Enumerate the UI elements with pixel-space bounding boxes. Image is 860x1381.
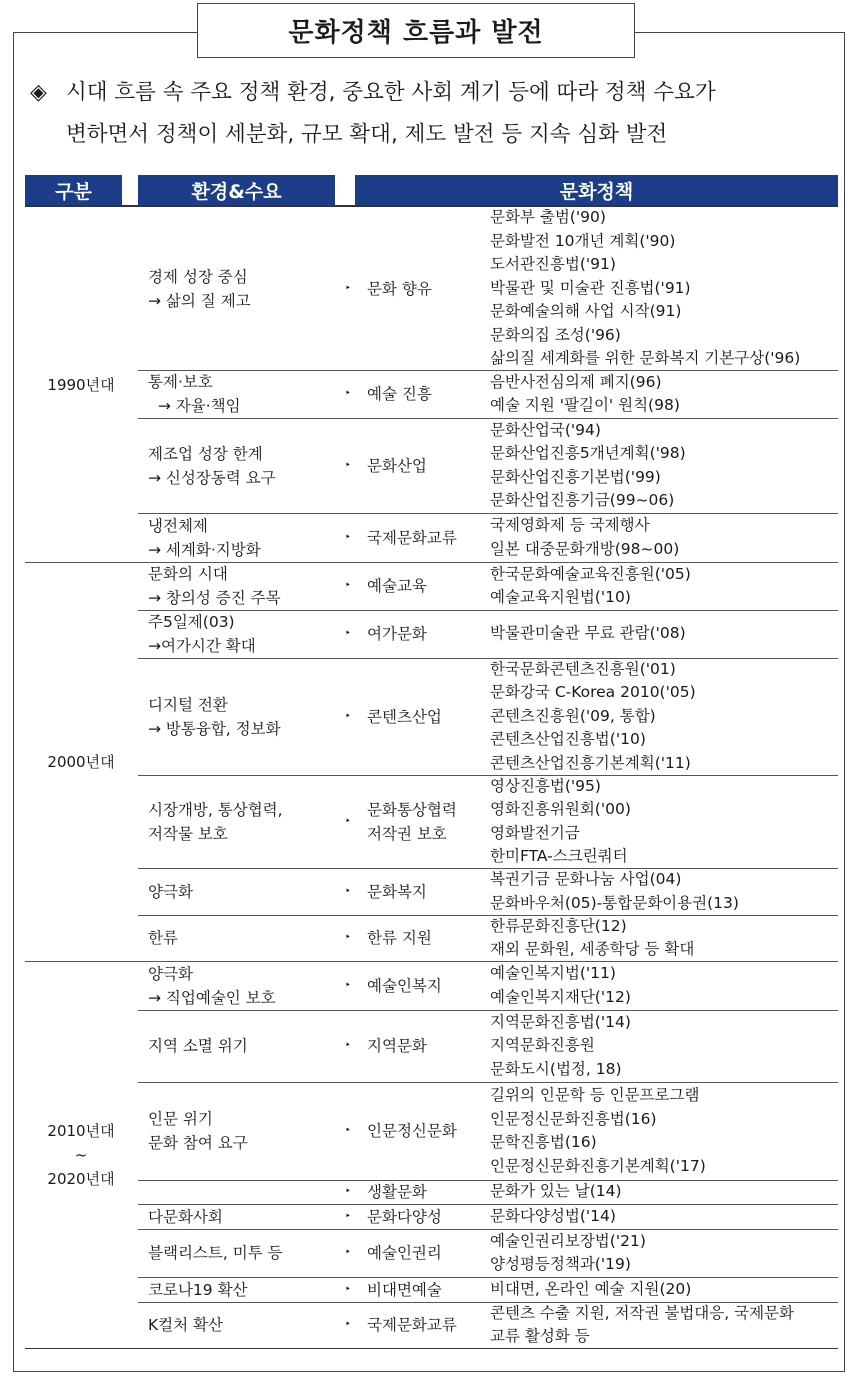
category-label (367, 454, 427, 478)
category-cell (345, 610, 487, 658)
policy-item: 비대면, 온라인 예술 지원(20) (490, 1279, 692, 1298)
triangle-bullet-icon: ‣ (345, 710, 351, 722)
env-cell (148, 658, 338, 775)
env-cell (148, 915, 338, 961)
policy-item: 문화산업국('94) (490, 420, 601, 439)
env-line: 양극화 (148, 964, 193, 983)
env-line: 인문 위기 (148, 1110, 213, 1128)
page-title: 문화정책 흐름과 발전 (197, 3, 635, 58)
category-cell (345, 868, 487, 915)
policy-item: 길위의 인문학 등 인문프로그램 (490, 1086, 700, 1104)
policy-item: 문화가 있는 날(14) (490, 1182, 622, 1201)
env-line: → 방통융합, 정보화 (148, 719, 281, 738)
era-line: 2000년대 (47, 752, 115, 771)
category-label (367, 526, 457, 550)
category-line: 국제문화교류 (367, 1316, 457, 1334)
policy-cell (490, 562, 835, 610)
category-label (367, 880, 427, 904)
row-divider (138, 1277, 838, 1278)
header-era: 구분 (25, 175, 122, 205)
category-line: 문화다양성 (367, 1207, 442, 1226)
category-line: 저작권 보호 (367, 824, 447, 843)
env-line: 양극화 (148, 882, 193, 901)
policy-cell (490, 1204, 835, 1229)
category-label (367, 926, 432, 950)
policy-item: 문화도시(법정, 18) (490, 1059, 622, 1078)
category-line: 인문정신문화 (367, 1122, 457, 1140)
category-label (367, 1034, 427, 1058)
triangle-bullet-icon: ‣ (345, 1186, 351, 1197)
category-cell (345, 1010, 487, 1082)
era-label (25, 562, 137, 961)
category-cell (345, 961, 487, 1010)
intro-text (30, 72, 845, 156)
env-line: 디지털 전환 (148, 695, 228, 714)
policy-item: 국제영화제 등 국제행사 (490, 516, 650, 534)
category-label (367, 1241, 442, 1265)
policy-item: 음반사전심의제 폐지(96) (490, 372, 662, 391)
env-line: 제조업 성장 한계 (148, 444, 263, 463)
triangle-bullet-icon: ‣ (345, 388, 351, 399)
policy-item: 예술인복지법('11) (490, 964, 616, 982)
row-divider (138, 915, 838, 916)
category-cell (345, 915, 487, 961)
policy-cell (490, 610, 835, 658)
policy-item: 문화다양성법('14) (490, 1206, 616, 1225)
era-label (25, 207, 137, 562)
env-cell (148, 1277, 338, 1302)
policy-item: 한국문화예술교육진흥원('05) (490, 564, 691, 583)
policy-item: 문화의집 조성('96) (490, 325, 621, 344)
policy-item: 예술교육지원법('10) (490, 588, 631, 606)
env-line: 저작물 보호 (148, 824, 228, 843)
era-text (47, 1119, 114, 1191)
category-cell (345, 418, 487, 513)
policy-cell (490, 775, 835, 868)
era-line: 2010년대 (47, 1121, 115, 1140)
triangle-bullet-icon: ‣ (345, 580, 351, 591)
row-divider (138, 1010, 838, 1011)
category-cell (345, 1302, 487, 1348)
row-divider (138, 418, 838, 419)
triangle-bullet-icon: ‣ (345, 1319, 351, 1330)
category-cell (345, 775, 487, 868)
policy-item: 영화진흥위원회('00) (490, 800, 631, 818)
policy-item: 영상진흥법('95) (490, 776, 601, 795)
env-line: 시장개방, 통상협력, (148, 800, 283, 819)
policy-item: 한류문화진흥단(12) (490, 916, 627, 935)
policy-item: 문화부 출범('90) (490, 208, 606, 227)
policy-item: 박물관미술관 무료 관람('08) (490, 624, 686, 643)
category-line: 생활문화 (367, 1183, 427, 1201)
policy-item: 영화발전기금 (490, 823, 580, 842)
triangle-bullet-icon: ‣ (345, 1283, 351, 1295)
policy-cell (490, 418, 835, 513)
table-bottom-rule (25, 1348, 838, 1349)
env-line: → 창의성 증진 주목 (148, 589, 281, 607)
policy-item: 콘텐츠산업진흥법('10) (490, 730, 646, 749)
policy-item: 인문정신문화진흥기본계획('17) (490, 1156, 706, 1175)
policy-item: 문화강국 C-Korea 2010('05) (490, 683, 696, 702)
era-line: 1990년대 (47, 375, 115, 394)
policy-item: 문학진흥법(16) (490, 1133, 597, 1151)
row-divider (138, 868, 838, 869)
env-cell (148, 418, 338, 513)
category-line: 문화 향유 (367, 279, 432, 298)
triangle-bullet-icon: ‣ (345, 1040, 351, 1051)
env-line: → 직업예술인 보호 (148, 988, 276, 1007)
category-label (367, 1313, 457, 1337)
policy-item: 지역문화진흥원 (490, 1036, 595, 1055)
era-text (47, 750, 114, 774)
era-line: ~ (74, 1145, 88, 1164)
env-line: 코로나19 확산 (148, 1280, 248, 1299)
policy-item: 박물관 및 미술관 진흥법('91) (490, 278, 691, 297)
category-cell (345, 1180, 487, 1204)
env-cell (148, 961, 338, 1010)
category-label (367, 574, 427, 598)
policy-cell (490, 513, 835, 562)
policy-item: 예술인권리보장법('21) (490, 1231, 646, 1250)
category-cell (345, 1229, 487, 1277)
category-cell (345, 370, 487, 418)
policy-cell (490, 868, 835, 915)
category-line: 한류 지원 (367, 929, 432, 947)
env-cell (148, 610, 338, 658)
triangle-bullet-icon: ‣ (345, 885, 351, 897)
triangle-bullet-icon: ‣ (345, 1247, 351, 1258)
env-cell (148, 513, 338, 562)
env-line: 경제 성장 중심 (148, 267, 248, 286)
env-line: 통제·보호 (148, 373, 213, 391)
era-divider (25, 961, 838, 962)
row-divider (138, 658, 838, 659)
env-cell (148, 1204, 338, 1229)
category-label (367, 277, 432, 301)
row-divider (138, 1229, 838, 1230)
era-label (25, 961, 137, 1348)
env-cell (148, 1082, 338, 1180)
policy-item: 삶의질 세계화를 위한 문화복지 기본구상('96) (490, 349, 801, 368)
env-line: K컬처 확산 (148, 1316, 223, 1334)
header-policy: 문화정책 (355, 175, 838, 205)
category-line: 예술 진흥 (367, 385, 432, 403)
env-line: 주5일제(03) (148, 613, 235, 631)
triangle-bullet-icon: ‣ (345, 932, 351, 943)
policy-item: 한국문화콘텐츠진흥원('01) (490, 659, 676, 678)
row-divider (138, 610, 838, 611)
row-divider (138, 370, 838, 371)
category-line: 예술교육 (367, 577, 427, 595)
env-cell (148, 562, 338, 610)
env-line: 문화의 시대 (148, 565, 228, 583)
policy-cell (490, 915, 835, 961)
policy-item: 도서관진흥법('91) (490, 255, 616, 274)
header-env: 환경&수요 (138, 175, 335, 205)
policy-item: 인문정신문화진흥법(16) (490, 1109, 657, 1128)
env-line: 문화 참여 요구 (148, 1134, 248, 1152)
env-line: 한류 (148, 929, 178, 947)
category-cell (345, 1277, 487, 1302)
category-line: 문화산업 (367, 456, 427, 475)
category-label (367, 705, 442, 729)
row-divider (138, 1082, 838, 1083)
category-label (367, 974, 442, 998)
env-cell (148, 207, 338, 370)
env-line: → 세계화·지방화 (148, 540, 261, 559)
triangle-bullet-icon: ‣ (345, 815, 351, 827)
env-cell (148, 1010, 338, 1082)
category-line: 문화통상협력 (367, 800, 457, 819)
policy-cell (490, 658, 835, 775)
triangle-bullet-icon: ‣ (345, 628, 351, 639)
env-line: 지역 소멸 위기 (148, 1037, 248, 1055)
policy-item: 콘텐츠진흥원('09, 통합) (490, 706, 656, 725)
era-text (47, 373, 114, 397)
era-divider (25, 562, 838, 563)
category-cell (345, 513, 487, 562)
category-line: 예술인복지 (367, 976, 442, 995)
policy-item: 문화예술의해 사업 시작(91) (490, 302, 682, 321)
row-divider (138, 775, 838, 776)
policy-cell (490, 370, 835, 418)
intro-line-2: 변하면서 정책이 세분화, 규모 확대, 제도 발전 등 지속 심화 발전 (66, 122, 668, 147)
env-cell (148, 1229, 338, 1277)
policy-item: 문화산업진흥5개년계획('98) (490, 444, 686, 462)
triangle-bullet-icon: ‣ (345, 1210, 351, 1222)
policy-cell (490, 207, 835, 370)
category-cell (345, 562, 487, 610)
policy-item: 일본 대중문화개방(98~00) (490, 539, 680, 558)
category-cell (345, 207, 487, 370)
policy-cell (490, 1229, 835, 1277)
policy-item: 복권기금 문화나눔 사업(04) (490, 870, 682, 888)
policy-cell (490, 1082, 835, 1180)
category-line: 콘텐츠산업 (367, 707, 442, 726)
triangle-bullet-icon: ‣ (345, 282, 351, 294)
env-cell (148, 1180, 338, 1204)
policy-item: 문화바우처(05)-통합문화이용권(13) (490, 893, 739, 912)
category-label (367, 1180, 427, 1204)
diamond-bullet-icon: ◈ (30, 80, 47, 105)
policy-cell (490, 1302, 835, 1348)
policy-item: 한미FTA-스크린쿼터 (490, 847, 628, 865)
policy-cell (490, 1277, 835, 1302)
category-line: 지역문화 (367, 1037, 427, 1055)
policy-item: 문화발전 10개년 계획('90) (490, 231, 676, 250)
env-cell (148, 775, 338, 868)
row-divider (138, 1302, 838, 1303)
category-label (367, 622, 427, 646)
env-line: 블랙리스트, 미투 등 (148, 1244, 283, 1262)
policy-item: 문화산업진흥기본법('99) (490, 467, 661, 486)
triangle-bullet-icon: ‣ (345, 979, 351, 991)
env-cell (148, 370, 338, 418)
env-cell (148, 1302, 338, 1348)
row-divider (138, 1180, 838, 1181)
triangle-bullet-icon: ‣ (345, 531, 351, 543)
env-line: → 신성장동력 요구 (148, 468, 276, 487)
policy-item: 예술인복지재단('12) (490, 987, 631, 1006)
category-line: 문화복지 (367, 882, 427, 901)
policy-cell (490, 1180, 835, 1204)
policy-item: 지역문화진흥법('14) (490, 1012, 631, 1031)
env-line: → 자율·책임 (148, 397, 241, 415)
env-line: 다문화사회 (148, 1207, 223, 1226)
policy-item: 예술 지원 '팔길이' 원칙(98) (490, 396, 680, 414)
category-label (367, 1205, 442, 1229)
policy-item: 양성평등정책과('19) (490, 1255, 631, 1273)
triangle-bullet-icon: ‣ (345, 1125, 351, 1136)
category-cell (345, 1204, 487, 1229)
category-line: 여가문화 (367, 625, 427, 643)
row-divider (138, 513, 838, 514)
policy-item: 교류 활성화 등 (490, 1327, 590, 1345)
policy-item: 재외 문화원, 세종학당 등 확대 (490, 940, 695, 958)
category-cell (345, 658, 487, 775)
category-label (367, 798, 457, 846)
env-line: 냉전체제 (148, 516, 208, 535)
intro-line-1: ◈ 시대 흐름 속 주요 정책 환경, 중요한 사회 계기 등에 따라 정책 수요가 (30, 72, 845, 114)
category-label (367, 382, 432, 406)
era-line: 2020년대 (47, 1169, 115, 1188)
category-line: 비대면예술 (367, 1280, 442, 1299)
category-line: 국제문화교류 (367, 528, 457, 547)
row-divider (138, 1204, 838, 1205)
env-cell (148, 868, 338, 915)
policy-item: 콘텐츠 수출 지원, 저작권 불법대응, 국제문화 (490, 1303, 795, 1322)
triangle-bullet-icon: ‣ (345, 459, 351, 471)
policy-cell (490, 1010, 835, 1082)
category-line: 예술인권리 (367, 1244, 442, 1262)
category-label (367, 1278, 442, 1302)
category-label (367, 1119, 457, 1143)
category-cell (345, 1082, 487, 1180)
policy-item: 문화산업진흥기금(99~06) (490, 491, 675, 509)
policy-cell (490, 961, 835, 1010)
env-line: → 삶의 질 제고 (148, 291, 251, 310)
env-line: →여가시간 확대 (148, 637, 256, 655)
policy-item: 콘텐츠산업진흥기본계획('11) (490, 753, 691, 772)
